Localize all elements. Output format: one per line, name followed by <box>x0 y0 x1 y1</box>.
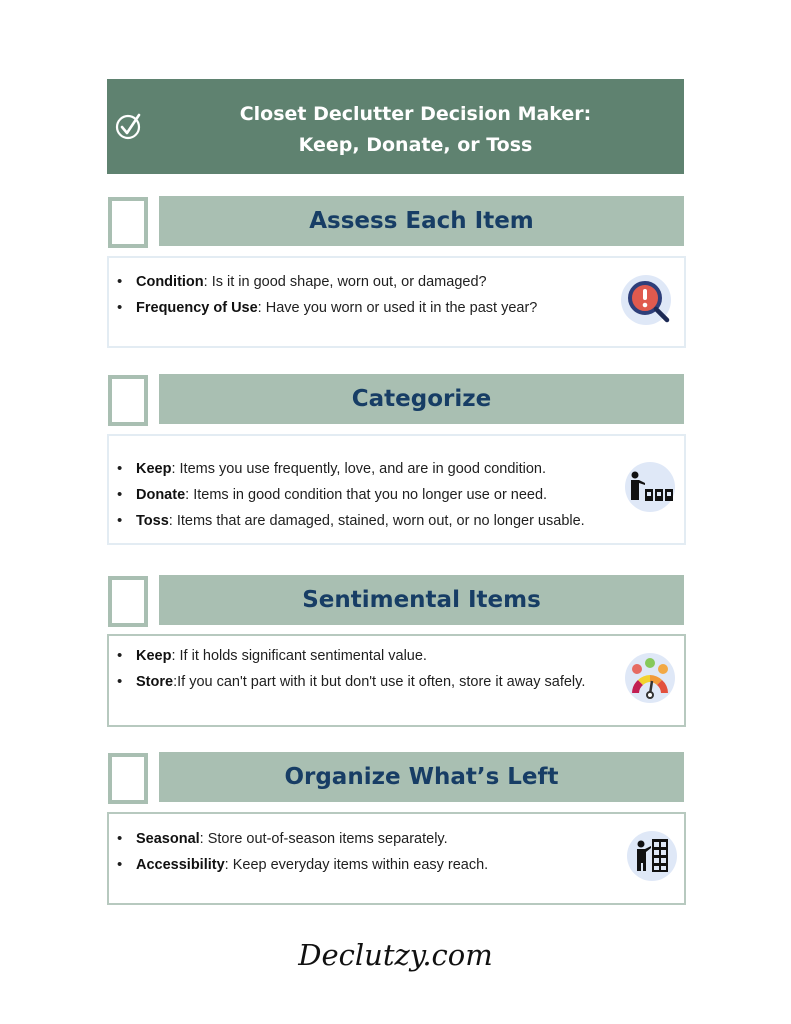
brand-footer: Declutzy.com <box>298 938 493 972</box>
list-item: • Toss: Items that are damaged, stained, worn out, or no longer usable. <box>136 508 636 534</box>
section-card-sentimental <box>107 634 686 727</box>
magnifier-warning-icon <box>621 275 671 325</box>
checkbox[interactable] <box>108 375 148 426</box>
section-title: Assess Each Item <box>309 208 534 234</box>
section-header-sentimental <box>107 575 684 625</box>
check-circle-icon <box>115 112 143 140</box>
person-sorting-bins-icon <box>625 462 675 512</box>
section-title: Organize What’s Left <box>284 764 559 790</box>
checkbox[interactable] <box>108 197 148 248</box>
emotion-gauge-icon <box>625 653 675 703</box>
bullet-list <box>109 258 684 321</box>
list-item: • Keep: Items you use frequently, love, and are in good condition. <box>136 456 606 482</box>
section-title: Sentimental Items <box>302 587 541 613</box>
section-card-organize <box>107 812 686 905</box>
section-title-bar <box>159 752 684 802</box>
person-shelf-icon <box>627 831 677 881</box>
section-header-assess <box>107 196 684 246</box>
list-item: • Donate: Items in good condition that you no longer use or need. <box>136 482 606 508</box>
page-title <box>167 99 664 161</box>
section-title-bar <box>159 575 684 625</box>
checkbox[interactable] <box>108 753 148 804</box>
section-title: Categorize <box>351 386 492 412</box>
bullet-list <box>109 636 684 695</box>
checkbox[interactable] <box>108 576 148 627</box>
section-header-categorize <box>107 374 684 424</box>
list-item: • Store:If you can't part with it but don't use it often, store it away safely. <box>136 669 586 695</box>
list-item: • Keep: If it holds significant sentimental value. <box>136 643 606 669</box>
section-title-bar <box>159 374 684 424</box>
list-item: • Condition: Is it in good shape, worn out, or damaged? <box>136 269 606 295</box>
section-card-assess <box>107 256 686 348</box>
bullet-list <box>109 814 684 878</box>
bullet-list <box>109 436 684 534</box>
section-header-organize <box>107 752 684 802</box>
title-banner <box>107 79 684 174</box>
list-item: • Accessibility: Keep everyday items within easy reach. <box>136 852 606 878</box>
list-item: • Seasonal: Store out-of-season items separately. <box>136 826 606 852</box>
list-item: • Frequency of Use: Have you worn or used it in the past year? <box>136 295 606 321</box>
section-title-bar <box>159 196 684 246</box>
section-card-categorize <box>107 434 686 545</box>
title-line-1: Closet Declutter Decision Maker: <box>239 103 592 125</box>
title-line-2: Keep, Donate, or Toss <box>298 134 533 156</box>
